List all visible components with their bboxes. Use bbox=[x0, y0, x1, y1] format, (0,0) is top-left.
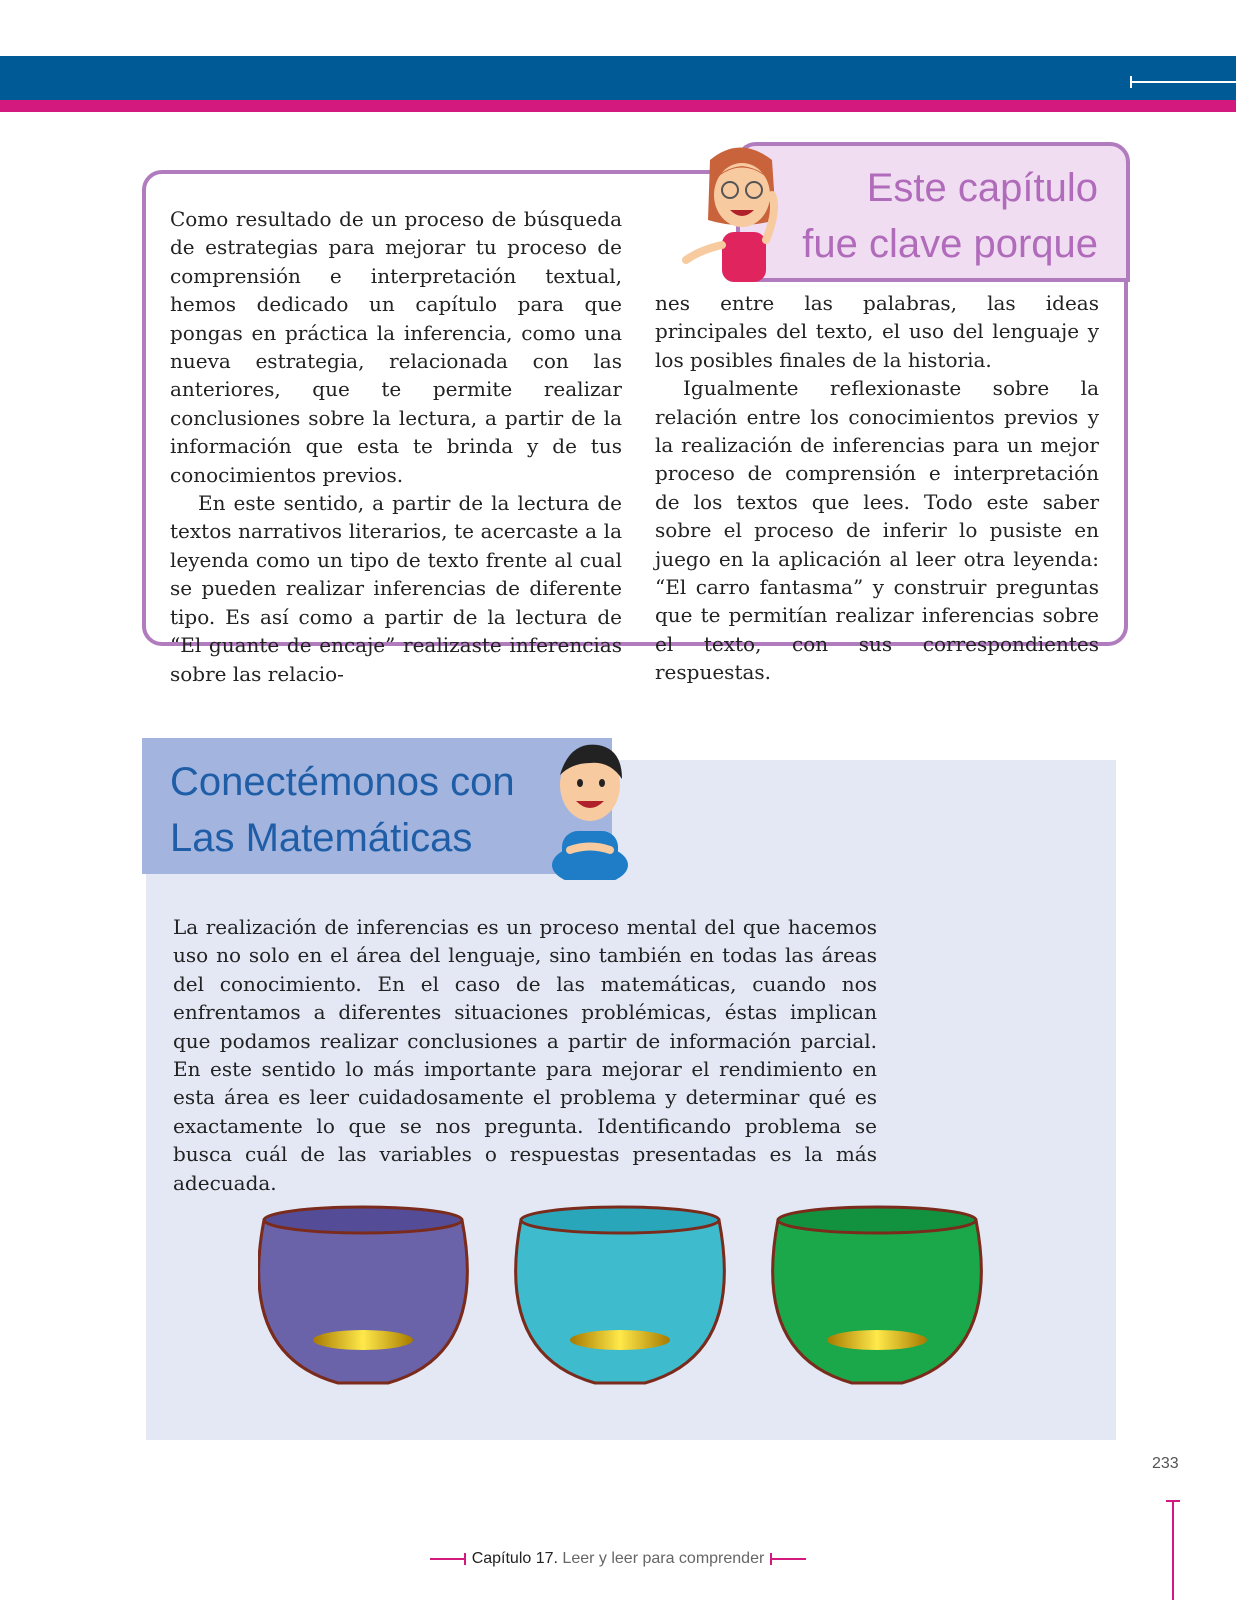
chapter-paragraph-1: Como resultado de un proceso de búsqueda de estrategias para mejorar tu proceso de comprensión e interpretación textual, hemos dedicado un capítulo para que pongas en práctica la inferencia, como una nueva estrategia, relacionada con las anteriores, que te permite realizar conclusiones sobre la lectura, a partir de la información que esta te brinda y de tus conocimientos previos. bbox=[170, 207, 622, 487]
math-title-line-1: Conectémonos con bbox=[170, 760, 515, 804]
header-rule bbox=[1130, 81, 1236, 83]
chapter-title-line-2: fue clave porque bbox=[802, 222, 1098, 266]
math-title-line-2: Las Matemáticas bbox=[170, 816, 473, 860]
bowl-3 bbox=[773, 1207, 982, 1383]
coin-bowls-illustration bbox=[258, 1205, 998, 1385]
chapter-paragraph-3: nes entre las palabras, las ideas principales del texto, el uso del lenguaje y los posibles finales de la historia. bbox=[655, 291, 1099, 372]
page-number: 233 bbox=[1152, 1455, 1179, 1472]
bowl-2 bbox=[516, 1207, 725, 1383]
footer-chapter-title: Leer y leer para comprender bbox=[562, 1550, 765, 1567]
chapter-text-column-2 bbox=[655, 289, 1099, 687]
boy-character-illustration bbox=[540, 735, 640, 880]
page-edge-rule-tick bbox=[1166, 1500, 1180, 1502]
chapter-title-line-1: Este capítulo bbox=[866, 166, 1098, 210]
math-body-text: La realización de inferencias es un proceso mental del que hacemos uso no solo en el área del lenguaje, sino también en todas las áreas del conocimiento. En el caso de las matemáticas, cuando nos enfrentamos a diferentes situaciones problémicas, éstas implican que podamos realizar conclusiones a partir de información parcial. En este sentido lo más importante para mejorar el rendimiento en esta área es leer cuidadosamente el problema y determinar qué es exactamente lo que se nos pregunta. Identificando problema se busca cuál de las variables o respuestas presentadas es la más adecuada. bbox=[173, 915, 877, 1195]
math-title bbox=[170, 754, 515, 866]
girl-character-illustration bbox=[680, 140, 800, 285]
footer-left-bar bbox=[430, 1558, 466, 1560]
chapter-paragraph-2: En este sentido, a partir de la lectura de textos narrativos literarios, te acercaste a la leyenda como un tipo de texto frente al cual se pueden realizar inferencias de diferente tipo. Es así como a partir de la lectura de “El guante de encaje” realizaste inferencias sobre las relacio- bbox=[170, 491, 622, 686]
header-stripe bbox=[0, 100, 1236, 112]
chapter-title bbox=[802, 160, 1098, 272]
page-footer bbox=[0, 1550, 1236, 1568]
footer-right-bar bbox=[770, 1558, 806, 1560]
header-band bbox=[0, 56, 1236, 100]
chapter-text-column-1 bbox=[170, 205, 622, 688]
header-rule-tick bbox=[1130, 76, 1132, 88]
bowl-1 bbox=[259, 1207, 468, 1383]
chapter-paragraph-4: Igualmente reflexionaste sobre la relación entre los conocimientos previos y la realización de inferencias para un mejor proceso de comprensión e interpretación de los textos que lees. Todo este saber sobre el proceso de inferir lo pusiste en juego en la aplicación al leer otra leyenda: “El carro fantasma” y construir preguntas que te permitían realizar inferencias sobre el texto, con sus correspondientes respuestas. bbox=[655, 376, 1099, 685]
footer-chapter-label: Capítulo 17. bbox=[471, 1550, 558, 1567]
